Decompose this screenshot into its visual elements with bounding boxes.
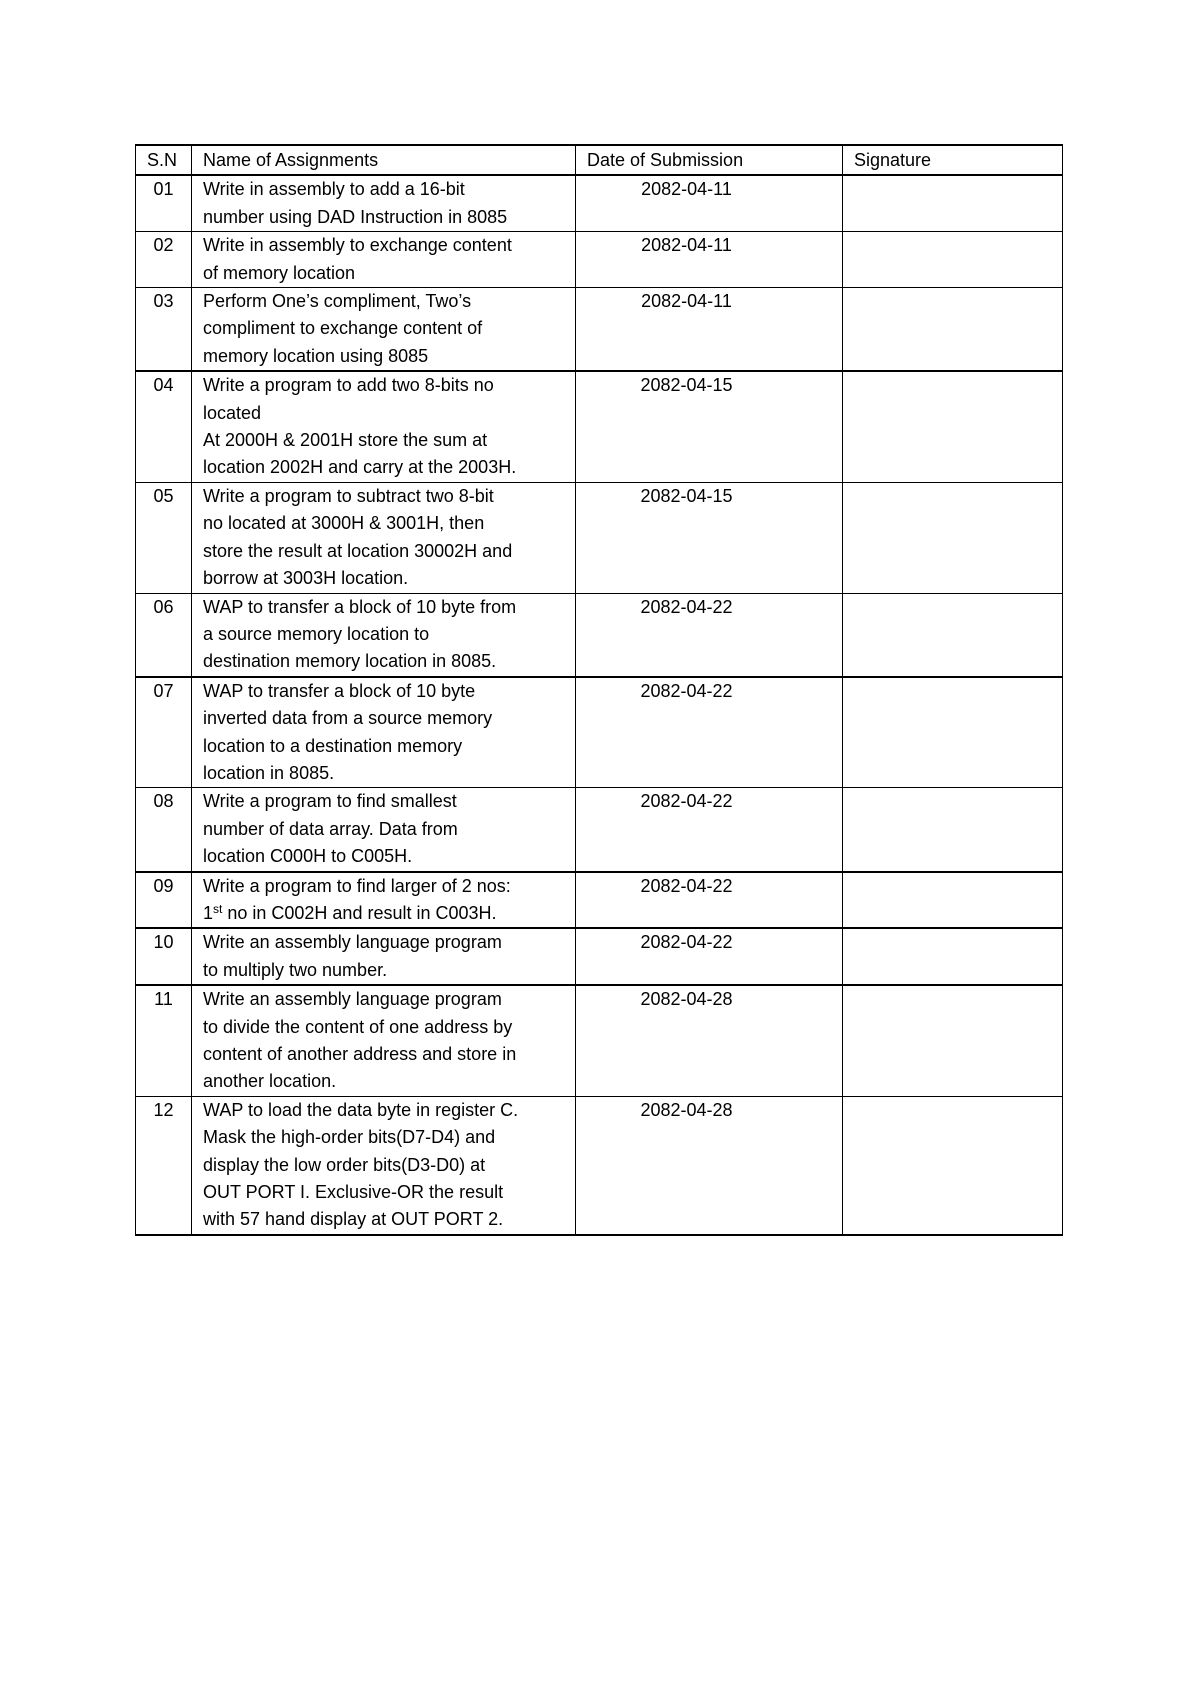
assignment-line: Write in assembly to add a 16-bit [203, 179, 465, 200]
assignment-name-cell [192, 288, 576, 372]
date-cell: 2082-04-11 [576, 232, 843, 288]
table-row [136, 928, 1063, 985]
date-cell: 2082-04-11 [576, 288, 843, 372]
signature-cell [843, 985, 1063, 1096]
date-cell: 2082-04-22 [576, 788, 843, 872]
date-cell: 2082-04-22 [576, 677, 843, 788]
assignment-name-cell [192, 928, 576, 985]
signature-cell [843, 288, 1063, 372]
assignment-line: number of data array. Data from [203, 818, 458, 839]
signature-cell [843, 175, 1063, 231]
assignment-line: WAP to transfer a block of 10 byte from [203, 596, 517, 617]
sn-cell: 07 [136, 677, 192, 788]
assignment-line-rest: no in C002H and result in C003H. [222, 902, 497, 923]
assignment-line: location in 8085. [203, 762, 335, 783]
ordinal-suffix: st [213, 901, 223, 916]
assignment-line: Write a program to find smallest [203, 791, 457, 812]
signature-cell [843, 1096, 1063, 1235]
header-date: Date of Submission [576, 145, 843, 175]
table-row [136, 1096, 1063, 1235]
signature-cell [843, 482, 1063, 593]
sn-cell: 08 [136, 788, 192, 872]
sn-cell: 04 [136, 371, 192, 482]
assignment-line: to divide the content of one address by [203, 1016, 513, 1037]
table-row [136, 872, 1063, 929]
assignment-line: inverted data from a source memory [203, 708, 493, 729]
assignment-name-cell [192, 788, 576, 872]
assignment-line: Write an assembly language program [203, 989, 502, 1010]
signature-cell [843, 928, 1063, 985]
table-row [136, 371, 1063, 482]
assignment-line: At 2000H & 2001H store the sum at [203, 430, 488, 451]
table-row [136, 288, 1063, 372]
assignment-name-cell [192, 1096, 576, 1235]
sn-cell: 03 [136, 288, 192, 372]
date-cell: 2082-04-22 [576, 872, 843, 929]
signature-cell [843, 232, 1063, 288]
assignment-line: destination memory location in 8085. [203, 651, 497, 672]
date-cell: 2082-04-28 [576, 985, 843, 1096]
assignment-line: compliment to exchange content of [203, 318, 483, 339]
assignment-line: WAP to transfer a block of 10 byte [203, 680, 476, 701]
assignments-table [135, 144, 1063, 1236]
assignment-line: memory location using 8085 [203, 345, 429, 366]
header-row [136, 145, 1063, 175]
assignment-line: display the low order bits(D3-D0) at [203, 1154, 486, 1175]
assignment-line: Write in assembly to exchange content [203, 235, 512, 256]
assignment-name-cell [192, 371, 576, 482]
sn-cell: 11 [136, 985, 192, 1096]
table-row [136, 788, 1063, 872]
assignment-name-cell [192, 175, 576, 231]
table-row [136, 677, 1063, 788]
assignment-name-cell [192, 482, 576, 593]
assignment-name-cell [192, 677, 576, 788]
assignment-line: Perform One’s compliment, Two’s [203, 291, 472, 312]
sn-cell: 12 [136, 1096, 192, 1235]
table-row [136, 175, 1063, 231]
assignment-line: another location. [203, 1071, 337, 1092]
date-cell: 2082-04-15 [576, 482, 843, 593]
assignment-line: to multiply two number. [203, 959, 388, 980]
assignment-line: a source memory location to [203, 623, 430, 644]
sn-cell: 10 [136, 928, 192, 985]
date-cell: 2082-04-15 [576, 371, 843, 482]
sn-cell: 02 [136, 232, 192, 288]
header-signature: Signature [843, 145, 1063, 175]
sn-cell: 06 [136, 593, 192, 677]
assignment-line: of memory location [203, 262, 356, 283]
sn-cell: 09 [136, 872, 192, 929]
header-name: Name of Assignments [192, 145, 576, 175]
assignment-line: location C000H to C005H. [203, 846, 413, 867]
assignment-line: Write an assembly language program [203, 932, 502, 953]
table-row [136, 985, 1063, 1096]
table-row [136, 593, 1063, 677]
assignment-line: WAP to load the data byte in register C. [203, 1099, 519, 1120]
assignment-line: Mask the high-order bits(D7-D4) and [203, 1127, 496, 1148]
assignment-line: OUT PORT I. Exclusive-OR the result [203, 1182, 504, 1203]
date-cell: 2082-04-11 [576, 175, 843, 231]
assignment-line: with 57 hand display at OUT PORT 2. [203, 1209, 504, 1230]
assignment-line [203, 900, 566, 927]
date-cell: 2082-04-22 [576, 928, 843, 985]
sn-cell: 01 [136, 175, 192, 231]
signature-cell [843, 788, 1063, 872]
assignment-line: located [203, 402, 262, 423]
assignment-name-cell [192, 232, 576, 288]
assignment-line: location 2002H and carry at the 2003H. [203, 457, 517, 478]
assignment-name-cell [192, 593, 576, 677]
sn-cell: 05 [136, 482, 192, 593]
assignment-line: Write a program to find larger of 2 nos: [203, 875, 511, 896]
assignment-name-cell [192, 872, 576, 929]
assignment-line: no located at 3000H & 3001H, then [203, 513, 485, 534]
header-sn: S.N [136, 145, 192, 175]
signature-cell [843, 677, 1063, 788]
date-cell: 2082-04-22 [576, 593, 843, 677]
signature-cell [843, 593, 1063, 677]
table-row [136, 482, 1063, 593]
assignment-name-cell [192, 985, 576, 1096]
signature-cell [843, 872, 1063, 929]
assignment-line: borrow at 3003H location. [203, 568, 409, 589]
assignment-line: number using DAD Instruction in 8085 [203, 206, 508, 227]
assignment-line: location to a destination memory [203, 735, 463, 756]
table-row [136, 232, 1063, 288]
assignment-line: store the result at location 30002H and [203, 540, 513, 561]
signature-cell [843, 371, 1063, 482]
assignment-line: content of another address and store in [203, 1044, 517, 1064]
date-cell: 2082-04-28 [576, 1096, 843, 1235]
assignment-line: Write a program to subtract two 8-bit [203, 485, 494, 506]
assignment-line: Write a program to add two 8-bits no [203, 375, 494, 396]
ordinal-number: 1 [203, 902, 214, 923]
